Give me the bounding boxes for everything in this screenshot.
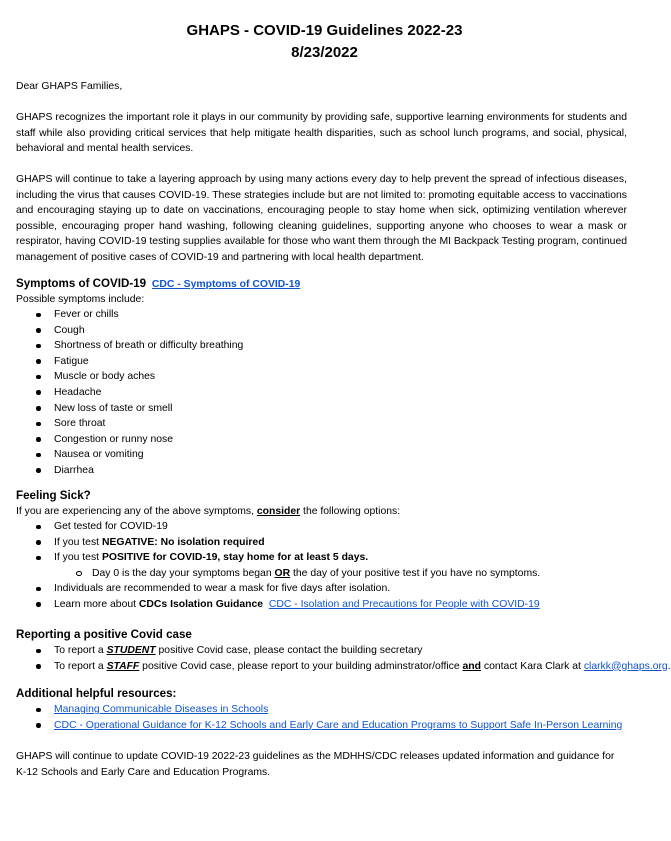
list-item: Shortness of breath or difficulty breathing: [16, 338, 627, 354]
list-item: Nausea or vomiting: [16, 447, 627, 463]
list-item: Sore throat: [16, 416, 627, 432]
list-item: Cough: [16, 323, 627, 339]
list-item: Fatigue: [16, 354, 627, 370]
list-item: Muscle or body aches: [16, 369, 627, 385]
list-item: Individuals are recommended to wear a mask for five days after isolation.: [16, 581, 627, 597]
symptoms-list: [16, 307, 627, 479]
intro-paragraph: GHAPS recognizes the important role it plays in our community by providing safe, supportive learning environments for students and staff while also providing critical services that help mitigate health disparities, such as school lunch programs, and social, physical, behavioral and mental health services.: [16, 112, 627, 154]
list-item: To report a STAFF positive Covid case, please report to your building adminstrator/office and contact Kara Clark at clarkk@ghaps.org.: [16, 659, 627, 675]
cdc-operational-guidance-link[interactable]: CDC - Operational Guidance for K-12 Schools and Early Care and Education Programs to Support Safe In-Person Learning: [54, 719, 623, 731]
list-item: To report a STUDENT positive Covid case, please contact the building secretary: [16, 643, 627, 659]
resources-list: [16, 702, 627, 733]
symptoms-section: [16, 276, 627, 293]
list-item: [16, 718, 627, 734]
page-title: GHAPS - COVID-19 Guidelines 2022-23: [186, 22, 463, 39]
greeting: Dear GHAPS Families,: [16, 81, 123, 92]
list-item: [16, 702, 627, 718]
strategies-paragraph: GHAPS will continue to take a layering approach by using many actions every day to help prevent the spread of infectious diseases, including the virus that causes COVID-19. These strategies include but are not limited to: promoting equitable access to vaccinations and encouraging staying up to date on vaccinations, encouraging people to stay home when sick, optimizing ventilation wherever possible, encouraging proper hand washing, following cleaning guidelines, supporting anyone who chooses to wear a mask or respirator, having COVID-19 testing supplies available for those who want them through the MI Backpack Testing program, continued management of positive cases of COVID-19 and partnering with local health department.: [16, 174, 627, 263]
closing-paragraph: GHAPS will continue to update COVID-19 2022-23 guidelines as the MDHHS/CDC releases updated information and guidance for K-12 Schools and Early Care and Education Programs.: [16, 751, 615, 778]
list-item: Fever or chills: [16, 307, 627, 323]
cdc-symptoms-link[interactable]: CDC - Symptoms of COVID-19: [151, 279, 301, 290]
feeling-sick-intro: If you are experiencing any of the above symptoms, consider the following options:: [16, 506, 401, 517]
list-item: Headache: [16, 385, 627, 401]
list-item: Get tested for COVID-19: [16, 519, 627, 535]
list-item: If you test NEGATIVE: No isolation required: [16, 535, 627, 551]
sub-list-item: Day 0 is the day your symptoms began OR the day of your positive test if you have no symptoms.: [16, 566, 627, 582]
page-date: 8/23/2022: [291, 44, 358, 61]
feeling-sick-heading: Feeling Sick?: [16, 489, 91, 502]
symptoms-heading: Symptoms of COVID-19: [16, 277, 147, 290]
cdc-isolation-link[interactable]: CDC - Isolation and Precautions for People with COVID-19: [268, 598, 540, 610]
symptoms-intro: Possible symptoms include:: [16, 294, 145, 305]
feeling-sick-list: [16, 519, 627, 613]
managing-diseases-link[interactable]: Managing Communicable Diseases in Schools: [54, 704, 269, 715]
reporting-list: [16, 643, 671, 674]
list-item: New loss of taste or smell: [16, 401, 627, 417]
list-item: If you test POSITIVE for COVID-19, stay home for at least 5 days.: [16, 550, 627, 566]
email-link[interactable]: clarkk@ghaps.org: [583, 660, 668, 672]
list-item: Diarrhea: [16, 463, 627, 479]
resources-heading: Additional helpful resources:: [16, 687, 177, 700]
list-item: Learn more about CDCs Isolation Guidance CDC - Isolation and Precautions for People with COVID-19: [16, 597, 627, 613]
reporting-heading: Reporting a positive Covid case: [16, 628, 192, 641]
list-item: Congestion or runny nose: [16, 432, 627, 448]
